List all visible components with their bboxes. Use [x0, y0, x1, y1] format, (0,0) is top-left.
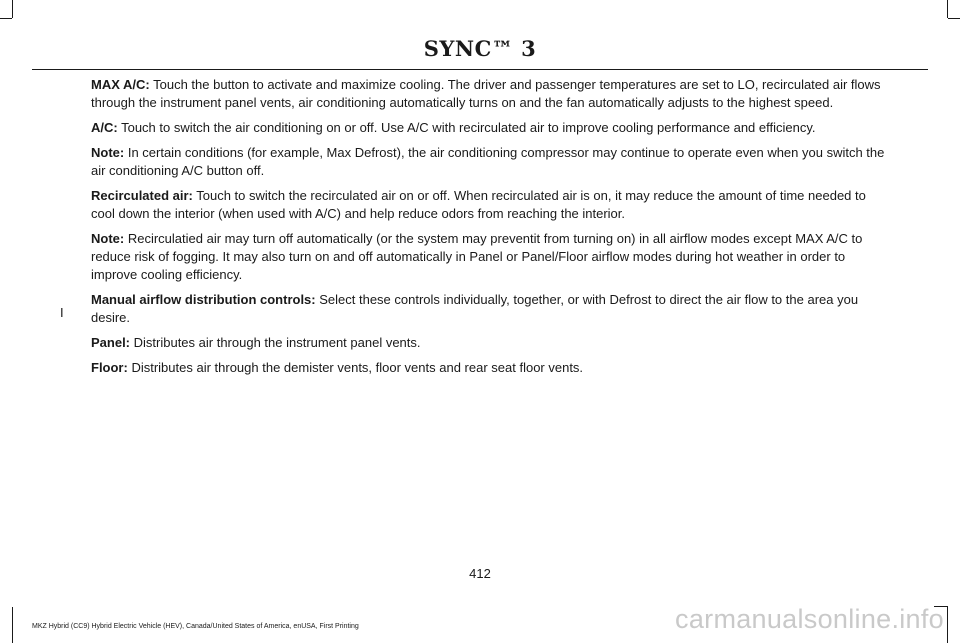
document-body — [91, 76, 891, 384]
crop-mark — [947, 607, 948, 643]
paragraph-ac — [91, 119, 891, 137]
term-label: Note: — [91, 231, 125, 246]
paragraph-text: In certain conditions (for example, Max Defrost), the air conditioning compressor may continue to operate even when you switch the air conditioning A/C button off. — [91, 145, 885, 178]
paragraph-note-recirculation — [91, 230, 891, 284]
revision-margin-marker: I — [60, 305, 64, 320]
paragraph-note-compressor — [91, 144, 891, 180]
page-header-title: SYNC™ 3 — [423, 36, 537, 61]
crop-mark — [0, 18, 12, 19]
term-label: A/C: — [91, 120, 118, 135]
page-number: 412 — [469, 566, 491, 581]
paragraph-text: Touch to switch the recirculated air on or off. When recirculated air is on, it may reduce the amount of time needed to cool down the interior (when used with A/C) and help reduce odors from reaching the interior. — [91, 188, 866, 221]
paragraph-manual-airflow — [91, 291, 891, 327]
header-rule — [32, 69, 928, 70]
crop-mark — [12, 0, 13, 18]
crop-mark — [12, 607, 13, 643]
term-label: Note: — [91, 145, 125, 160]
crop-mark — [947, 0, 948, 18]
paragraph-text: Touch the button to activate and maximize cooling. The driver and passenger temperatures are set to LO, recirculated air flows through the instrument panel vents, air conditioning automatically turns on and the fan automatically adjusts to the highest speed. — [91, 77, 881, 110]
paragraph-text: Select these controls individually, together, or with Defrost to direct the air flow to the area you desire. — [91, 292, 859, 325]
paragraph-text: Distributes air through the demister vents, floor vents and rear seat floor vents. — [127, 360, 584, 375]
paragraph-text: Distributes air through the instrument panel vents. — [130, 335, 421, 350]
term-label: Manual airflow distribution controls: — [91, 292, 316, 307]
term-label: Floor: — [91, 360, 128, 375]
crop-mark — [948, 18, 960, 19]
paragraph-max-ac — [91, 76, 891, 112]
paragraph-panel — [91, 334, 891, 352]
paragraph-recirculated-air — [91, 187, 891, 223]
term-label: MAX A/C: — [91, 77, 150, 92]
footer-edition-text: MKZ Hybrid (CC9) Hybrid Electric Vehicle (HEV), Canada/United States of America, enUSA, First Printing — [32, 623, 359, 630]
paragraph-floor — [91, 359, 891, 377]
paragraph-text: Touch to switch the air conditioning on or off. Use A/C with recirculated air to improve cooling performance and efficiency. — [117, 120, 816, 135]
paragraph-text: Recirculatied air may turn off automatically (or the system may preventit from turning on) in all airflow modes except MAX A/C to reduce risk of fogging. It may also turn on and off automatically in Panel or Panel/Floor airflow modes during hot weather in order to improve cooling efficiency. — [91, 231, 863, 282]
term-label: Recirculated air: — [91, 188, 193, 203]
term-label: Panel: — [91, 335, 131, 350]
watermark-logo: carmanualsonline.info — [675, 604, 944, 634]
